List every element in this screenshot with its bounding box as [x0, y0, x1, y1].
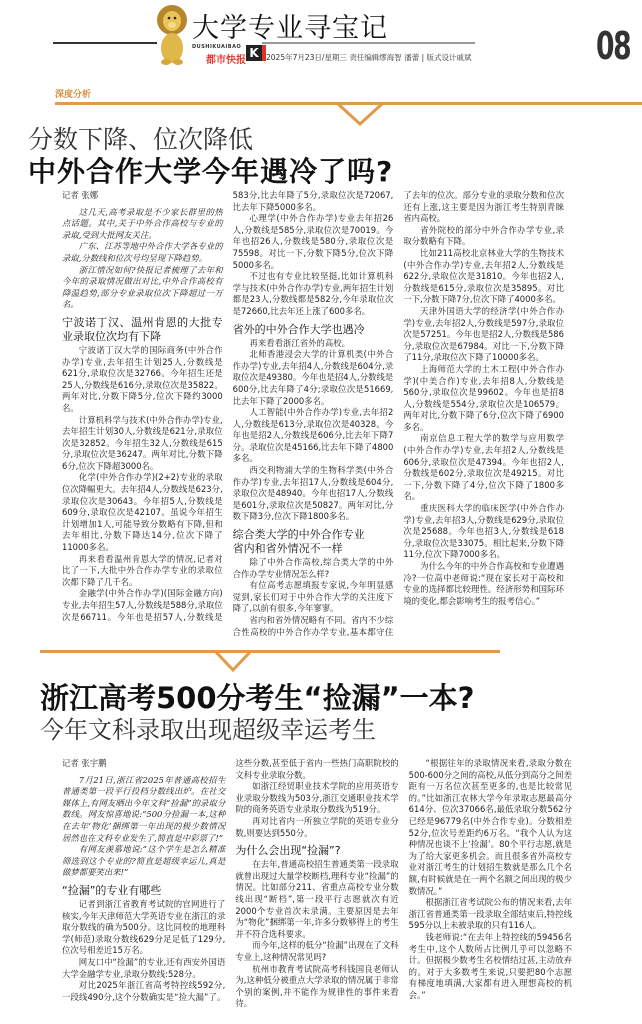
- paragraph: 再来看看浙江省外的高校。: [249, 337, 350, 348]
- paragraph: 省外院校的部分中外合作办学专业,录取分数略有下降。: [403, 224, 564, 247]
- paragraph: 如浙江经贸职业技术学院的应用英语专业录取分数线为503分,浙江交通职业技术学院的商务英语专业录取分数线为519分。: [235, 781, 399, 815]
- paper-logo-icon: K: [246, 45, 266, 61]
- subheading: 省外的中外合作大学也遇冷: [232, 322, 365, 336]
- paragraph: 重庆医科大学的临床医学(中外合作办学)专业,去年招3人,分数线是629分,录取位次是25688。今年也招3人,分数线是618分,录取位次是33075。相比起来,分数下降11分,位次下降7000多名。: [403, 503, 564, 560]
- lion-mascot-icon: [155, 4, 189, 66]
- paragraph: 对比2025年浙江省高考特控线592分,一段线490分,这个分数确实是“捡大漏”了。这些分数,甚至低于省内一些热门高职院校的文科专业录取分数。: [62, 758, 399, 1002]
- header-rule-left: [53, 42, 157, 44]
- intro-paragraph: 7月21日,浙江省2025年普通高校招生普通类第一段平行投档分数线出炉。在社交媒体上,有网友晒出今年文科“捡漏”的录取分数线。网友惊喜地说:“500分捡漏一本,这种在去年‘物化’捆绑第一年出现的极少数情况居然也在文科专业发生了,简直是中彩票了!”: [62, 774, 226, 843]
- subheading-line: 省内和省外情况不一样: [232, 542, 343, 556]
- intro-paragraph: 这几天,高考录取是不少家长群里的热点话题。其中,关于中外合作高校与专业的录取,受到大批网友关注。: [62, 206, 223, 240]
- paper-name: 都市快报: [206, 55, 246, 66]
- paragraph: 在去年,普通高校招生普通类第一段录取就曾出现过大量学校断档,理科专业“捡漏”的情况。比如部分211、省重点高校专业分数线出现“断档”,第一段平行志愿就次有近2000个专业首次未录满。主要原因是去年为“物化”捆绑第一年,许多分数够得上的考生并不符合选科要求。: [235, 859, 399, 939]
- subheading: 宁波诺丁汉、温州肯恩的大批专业录取位次均有下降: [62, 315, 223, 343]
- paragraph: 根据浙江省考试院公布的情况来看,去年浙江省普通类第一段录取全部结束后,特控线595分以上未被录取的只有116人。: [408, 897, 572, 931]
- paragraph: 不过也有专业比较坚挺,比如计算机科学与技术(中外合作办学)专业,两年招生计划都是23人,分数线都是582分,今年录取位次是72660,比去年还上涨了600多名。: [232, 271, 394, 316]
- paragraph: 计算机科学与技术(中外合作办学)专业,去年招生计划30人,分数线是621分,录取位次是32852。今年招生32人,分数线是615分,录取位次是36247。两年对比,分数下降6分,位次下降超3000名。: [62, 414, 223, 471]
- article2-body: [62, 758, 572, 1020]
- paragraph: 除了中外合作高校,综合类大学的中外合作办学专业情况怎么样?: [232, 557, 394, 579]
- article1-byline: 记者 张娜: [62, 190, 99, 200]
- intro-paragraph: 广东、江苏等地中外合作大学各专业的录取,分数线和位次号均呈现下降趋势。: [62, 241, 223, 263]
- subheading-line: 综合类大学的中外合作专业: [232, 528, 365, 542]
- paragraph: 记者到浙江省教育考试院的官网进行了核实,今年天津师范大学英语专业在浙江的录取分数线的确为500分。这比同校的地理科学(师范)录取分数线629分足足低了129分,位次号相差近15万名。: [62, 898, 226, 956]
- paragraph: 有位高考志愿填报专家说,今年明显感觉到,家长们对于中外合作大学的关注度下降了,以前有很多,今年寥寥。: [232, 580, 394, 614]
- page-number: 08: [596, 24, 631, 68]
- article-divider-rule: [40, 650, 500, 653]
- article1-body: [62, 190, 564, 646]
- paragraph: 再来看看温州肯恩大学的情况,记者对比了一下,大批中外合作办学专业的录取位次都下降了几千名。: [62, 553, 223, 587]
- paper-pinyin: DUSHIKUAIBAO: [192, 44, 242, 50]
- column-masthead: 大学专业寻宝记: [192, 13, 388, 44]
- paragraph: 比如211高校北京林业大学的生物技术(中外合作办学)专业,去年招2人,分数线是622分,录取位次是31810。今年也招2人,分数线是615分,录取位次是35895。对比一下,分数下降7分,位次下降了4000多名。: [403, 247, 564, 305]
- paragraph: 人工智能(中外合作办学)专业,去年招2人,分数线是613分,录取位次是40328。今年也是招2人,分数线是606分,比去年下降7分。录取位次是45166,比去年下降了4800多名。: [232, 407, 394, 464]
- paragraph: 宁波诺丁汉大学的国际商务(中外合作办学)专业,去年招生计划25人,分数线是621分,录取位次是32766。今年招生还是25人,分数线是616分,录取位次是35822。两年对比,分数下降5分,位次下降约3000名。: [62, 344, 223, 413]
- paragraph: 杭州市教育考试院高考科钱国良老师认为,这种低分被重点大学录取的情况属于非常个别的案例,并不能作为规律性的事件来看待。: [235, 963, 399, 1009]
- article2-subtitle: 今年文科录取出现超级幸运考生: [40, 716, 376, 744]
- paragraph: 上海师范大学的土木工程(中外合作办学)(中美合作)专业,去年招8人,分数线是560分,录取位次是99602。今年也是招8人,分数线是554分,录取位次是106579。两年对比,分数下降了6分,位次下降了6900多名。: [403, 363, 564, 432]
- article1-kicker: 分数下降、位次降低: [28, 125, 254, 154]
- subheading: “捡漏”的专业有哪些: [62, 883, 162, 897]
- intro-paragraph: 有网友羡慕地说:“这个学生是怎么精准筛选到这个专业的?简直是超级幸运儿,真是做梦都要笑出来!”: [62, 844, 226, 878]
- rule-notch-icon: [213, 648, 253, 674]
- rule-notch-icon: [335, 100, 385, 128]
- subheading: [233, 528, 394, 556]
- dateline: 2025年7月23日/星期三 责任编辑缪海智 潘蕾 | 版式设计戚斌: [266, 53, 472, 62]
- paragraph: 而今年,这样的低分“捡漏”出现在了文科专业上,这种情况常见吗?: [235, 940, 399, 962]
- paragraph: 金融学(中外合作办学)(国际金融方向)专业,去年招生57人,分数线是588分,录取位次是66711。今年也是招57人,分数线是583分,比去年降了5分,录取位次是72067,比去年下降5000多名。: [62, 190, 394, 622]
- paragraph: 北师香港浸会大学的计算机类(中外合作办学)专业,去年招4人,分数线是604分,录取位次是49380。今年也是招4人,分数线是600分,比去年降了4分;录取位次是51669,比去年下降了2000多名。: [232, 349, 394, 406]
- section-label: 深度分析: [55, 90, 92, 100]
- paragraph: 钱老师说:“在去年上特控线的59456名考生中,这个人数所占比例几乎可以忽略不计。但据极少数考生名校情结过甚,主动放弃的。对于大多数考生来说,只要把80个志愿有梯度地填满,大家都有进入理想高校的机会。”: [408, 931, 572, 1000]
- paragraph: “根据往年的录取情况来看,录取分数在500-600分之间的高校,从低分到高分之间差距有一万名位次甚至更多的,也是比较常见的。”比如浙江农林大学今年录取志愿最高分614分、位次37066名,最低录取分数562分已经是96779名(中外合作专业)。分数相差52分,位次号差距约6万名。“我个人认为这种情况也谈不上‘捡漏’。80个平行志愿,就是为了给大家更多机会。而且很多省外高校专业对浙江考生的计划招生数就是那么几个名额,有时候就是在一两个名额之间出现的极少数情况。”: [408, 758, 572, 896]
- paragraph: 省内和省外情况略有不同。省内不少综合性高校的中外合作办学专业,基本都守住了去年的位次。部分专业的录取分数和位次还有上涨,这主要是因为浙江考生特别青睐省内高校。: [232, 190, 564, 637]
- paragraph: 网友口中“捡漏”的专业,还有西安外国语大学金融学专业,录取分数线:528分。: [62, 956, 226, 979]
- article1-headline: 中外合作大学今年遇冷了吗?: [28, 155, 394, 188]
- paragraph: 化学(中外合作办学)(2+2)专业的录取位次降幅更大。去年招4人,分数线是623分,录取位次是30643。今年招5人,分数线是609分,录取位次是42107。虽说今年招生计划增加1人,可能导致分数略有下降,但和去年相比,分数下降达14分,位次下降了11000多名。: [62, 472, 223, 553]
- paragraph: 天津外国语大学的经济学(中外合作办学)专业,去年招2人,分数线是597分,录取位次是57251。今年也是招2人,分数线是586分,录取位次是67984。对比一下,分数下降了11分,录取位次下降了10000多名。: [403, 305, 564, 363]
- paragraph: 再对比省内一所独立学院的英语专业分数,则要达到550分。: [235, 815, 399, 838]
- paragraph: 南京信息工程大学的数学与应用数学(中外合作办学)专业,去年招2人,分数线是606分,录取位次是47394。今年也招2人,分数线是602分,录取位次是49215。对比一下,分数下降了4分,位次下降了1800多名。: [403, 433, 564, 502]
- intro-paragraph: 浙江情况如何?快报记者梳理了去年和今年的录取情况做出对比,中外合作高校有降温趋势,部分专业录取位次下降超过一万名。: [62, 264, 223, 310]
- subheading: 为什么会出现“捡漏”?: [235, 844, 341, 858]
- article2-byline: 记者 张宇鹏: [62, 758, 107, 768]
- paragraph: 心理学(中外合作办学)专业去年招26人,分数线是585分,录取位次是70019。今年也招26人,分数线是580分,录取位次是75598。对比一下,分数下降5分,位次下降5000多名。: [232, 213, 394, 270]
- article2-headline: 浙江高考500分考生“捡漏”一本?: [40, 681, 475, 715]
- paragraph: 西交利物浦大学的生物科学类(中外合作办学)专业,去年招17人,分数线是604分,录取位次是48940。今年也招17人,分数线是601分,录取位次是50827。两年对比,分数下降3分,位次下降1800多名。: [232, 465, 394, 522]
- paragraph: 为什么今年的中外合作高校和专业遭遇冷?一位高中老师说:“现在家长对于高校和专业的选择都比较理性。经济形势和国际环境的变化,都会影响考生的报考信心。”: [403, 561, 564, 606]
